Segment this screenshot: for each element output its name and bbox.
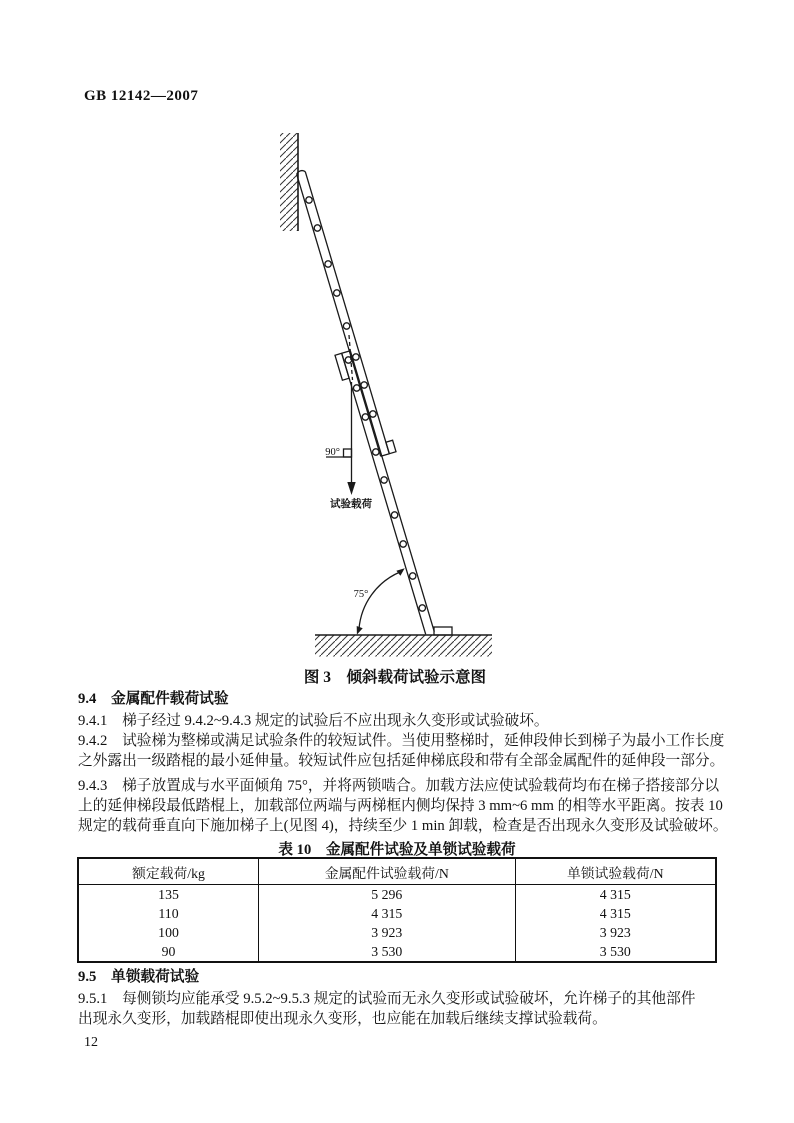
table-10-title: 表 10 金属配件试验及单锁试验载荷 — [278, 842, 516, 858]
angle-90-label: 90° — [325, 447, 340, 458]
col-header-fitting-test-load: 金属配件试验载荷/N — [259, 858, 515, 885]
cell-rated-load: 135 — [78, 885, 259, 905]
clause-9-4-1: 9.4.1 梯子经过 9.4.2~9.4.3 规定的试验后不应出现永久变形或试验破坏。 — [78, 713, 549, 729]
clause-9-4-2-line2: 之外露出一级踏棍的最小延伸量。较短试件应包括延伸梯底段和带有全部金属配件的延伸段一部分。 — [78, 753, 725, 769]
cell-lock-load: 4 315 — [515, 904, 716, 923]
table-row — [78, 885, 716, 905]
section-heading-9-5: 9.5 单锁载荷试验 — [78, 969, 200, 985]
ladder-foot — [434, 627, 452, 635]
ground-hatch — [315, 636, 492, 657]
standard-number: GB 12142—2007 — [84, 88, 199, 104]
cell-rated-load: 110 — [78, 904, 259, 923]
clause-9-4-3-line2: 上的延伸梯段最低踏棍上，加载部位两端与两梯框内侧均保持 3 mm~6 mm 的相等水平距离。按表 10 — [78, 798, 723, 814]
load-arrow — [347, 382, 355, 495]
table-row — [78, 923, 716, 942]
cell-rated-load: 90 — [78, 942, 259, 962]
ladder-base-section — [335, 351, 452, 635]
wall-hatch — [280, 133, 298, 231]
col-header-rated-load: 额定载荷/kg — [78, 858, 259, 885]
clause-9-5-1-line2: 出现永久变形，加载踏棍即使出现永久变形，也应能在加载后继续支撑试验载荷。 — [78, 1011, 607, 1027]
load-label: 试验载荷 — [330, 499, 372, 510]
col-header-single-lock-test-load: 单锁试验载荷/N — [515, 858, 716, 885]
ladder-upper-section — [297, 171, 396, 457]
figure-caption: 图 3 倾斜载荷试验示意图 — [303, 669, 487, 686]
page-number: 12 — [84, 1035, 98, 1050]
clause-9-4-3-line1: 9.4.3 梯子放置成与水平面倾角 75°，并将两锁啮合。加载方法应使试验载荷均布在梯子搭接部分以 — [78, 778, 720, 794]
cell-fitting-load: 5 296 — [259, 885, 515, 905]
cell-fitting-load: 3 923 — [259, 923, 515, 942]
table-10 — [77, 857, 717, 963]
angle-75-arc — [357, 568, 405, 634]
cell-rated-load: 100 — [78, 923, 259, 942]
cell-lock-load: 3 530 — [515, 942, 716, 962]
table-header-row — [78, 858, 716, 885]
clause-9-4-2-line1: 9.4.2 试验梯为整梯或满足试验条件的较短试件。当使用整梯时，延伸段伸长到梯子为最小工作长度 — [78, 733, 725, 749]
angle-75-label: 75° — [353, 589, 369, 600]
upper-section-bracket — [386, 440, 396, 454]
cell-lock-load: 3 923 — [515, 923, 716, 942]
section-heading-9-4: 9.4 金属配件载荷试验 — [78, 691, 229, 707]
cell-fitting-load: 4 315 — [259, 904, 515, 923]
figure-3-diagram — [230, 130, 560, 660]
cell-fitting-load: 3 530 — [259, 942, 515, 962]
table-row — [78, 904, 716, 923]
cell-lock-load: 4 315 — [515, 885, 716, 905]
clause-9-4-3-line3: 规定的载荷垂直向下施加梯子上(见图 4)，持续至少 1 min 卸载，检查是否出现永久变形及试验破坏。 — [78, 818, 728, 834]
clause-9-5-1-line1: 9.5.1 每侧锁均应能承受 9.5.2~9.5.3 规定的试验而无永久变形或试验破坏，允许梯子的其他部件 — [78, 991, 696, 1007]
table-row — [78, 942, 716, 962]
